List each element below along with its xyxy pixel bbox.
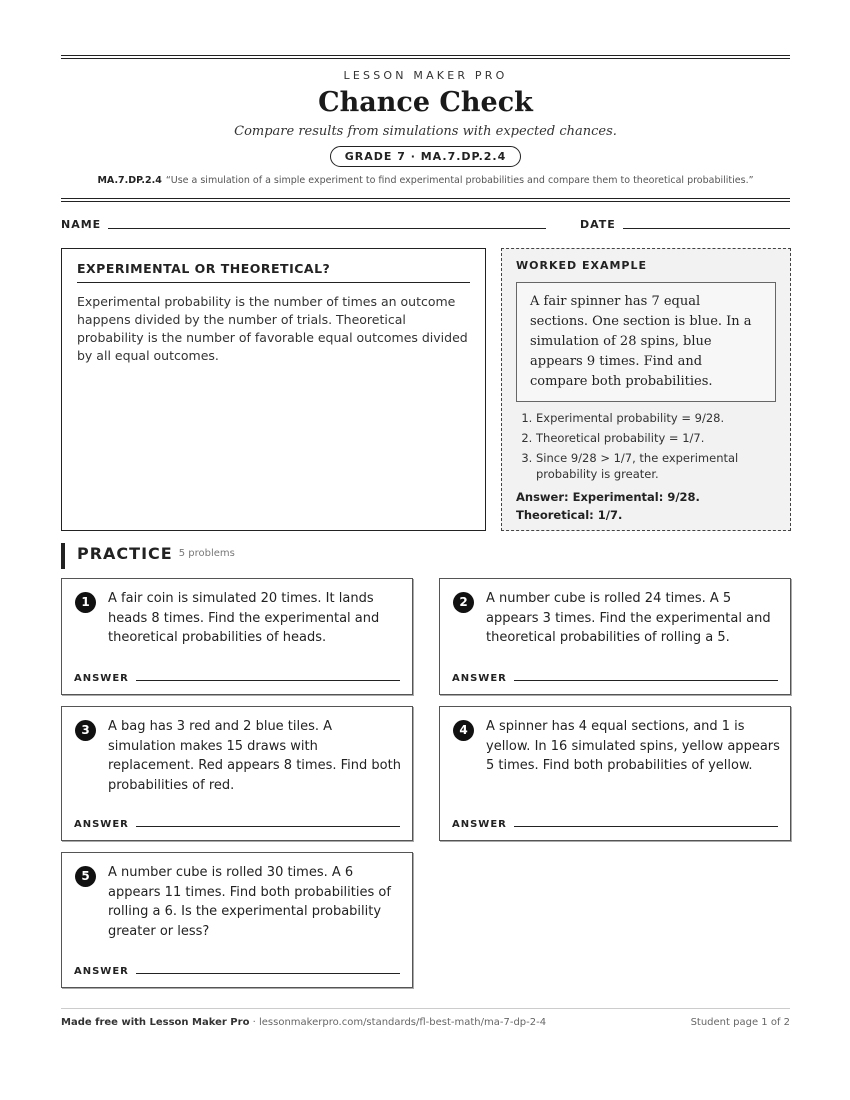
worked-step: 2. Theoretical probability = 1/7.	[536, 430, 776, 446]
worked-example-label: WORKED EXAMPLE	[516, 259, 647, 272]
problem-number: 1	[75, 592, 96, 613]
top-rule	[61, 55, 790, 59]
name-date-row	[61, 218, 790, 238]
problem-number: 3	[75, 720, 96, 741]
worksheet-header	[61, 55, 790, 231]
grade-badge: GRADE 7 · MA.7.DP.2.4	[330, 146, 522, 167]
page-subtitle: Compare results from simulations with expected chances.	[234, 124, 617, 139]
problem-card-3	[61, 706, 413, 841]
name-label: NAME	[61, 218, 102, 231]
standard-text: “Use a simulation of a simple experiment to find experimental probabilities and compare them to theoretical probabilities.”	[165, 175, 754, 186]
worked-step: 3. Since 9/28 > 1/7, the experimental probability is greater.	[536, 450, 776, 482]
problem-text: A fair coin is simulated 20 times. It lands heads 8 times. Find the experimental and theoretical probabilities of heads.	[108, 591, 380, 645]
problem-text: A spinner has 4 equal sections, and 1 is yellow. In 16 simulated spins, yellow appears 5 times. Find both probabilities of yellow.	[486, 719, 780, 773]
date-label: DATE	[580, 218, 616, 231]
problem-text: A number cube is rolled 30 times. A 6 appears 11 times. Find both probabilities of rolling a 6. Is the experimental probability greater or less?	[108, 865, 391, 939]
practice-count: 5 problems	[178, 548, 235, 559]
answer-field[interactable]	[514, 826, 778, 827]
worked-example-answer	[516, 488, 776, 524]
worked-example-problem: A fair spinner has 7 equal sections. One section is blue. In a simulation of 28 spins, blue appears 9 times. Find and compare both probabilities.	[516, 282, 776, 402]
worked-step: 1. Experimental probability = 9/28.	[536, 410, 776, 426]
date-field[interactable]	[623, 228, 790, 229]
worked-example-box	[501, 248, 791, 531]
concept-title: EXPERIMENTAL OR THEORETICAL?	[77, 261, 470, 283]
answer-field[interactable]	[136, 826, 400, 827]
answer-field[interactable]	[514, 680, 778, 681]
page-footer	[61, 1008, 790, 1028]
problem-card-2	[439, 578, 791, 695]
problem-number: 5	[75, 866, 96, 887]
footer-page-number: Student page 1 of 2	[690, 1017, 790, 1028]
practice-title: PRACTICE	[77, 544, 173, 563]
answer-label: ANSWER	[452, 819, 507, 830]
answer-line-2: Theoretical: 1/7.	[516, 508, 623, 522]
problem-card-4	[439, 706, 791, 841]
answer-label: ANSWER	[74, 966, 129, 977]
answer-label: ANSWER	[74, 819, 129, 830]
concept-body: Experimental probability is the number of times an outcome happens divided by the number of trials. Theoretical probability is the number of favorable equal outcomes divided by all equal outcomes.	[77, 294, 468, 363]
answer-field[interactable]	[136, 680, 400, 681]
problem-number: 4	[453, 720, 474, 741]
answer-label: ANSWER	[74, 673, 129, 684]
brand-label: LESSON MAKER PRO	[343, 69, 508, 82]
problem-card-1	[61, 578, 413, 695]
name-field[interactable]	[108, 228, 546, 229]
worked-example-steps	[516, 410, 776, 482]
problem-text: A number cube is rolled 24 times. A 5 appears 3 times. Find the experimental and theoretical probabilities of rolling a 5.	[486, 591, 771, 645]
answer-field[interactable]	[136, 973, 400, 974]
answer-line-1: Answer: Experimental: 9/28.	[516, 490, 700, 504]
footer-url[interactable]: · lessonmakerpro.com/standards/fl-best-math/ma-7-dp-2-4	[249, 1017, 547, 1028]
answer-label: ANSWER	[452, 673, 507, 684]
footer-made-with: Made free with Lesson Maker Pro	[61, 1017, 250, 1028]
standard-code: MA.7.DP.2.4	[97, 175, 162, 186]
problem-text: A bag has 3 red and 2 blue tiles. A simulation makes 15 draws with replacement. Red appears 8 times. Find both probabilities of red.	[108, 719, 401, 793]
standard-statement	[61, 175, 790, 186]
page-title: Chance Check	[318, 87, 533, 118]
practice-heading	[61, 543, 235, 569]
concept-box	[61, 248, 486, 531]
bottom-rule	[61, 198, 790, 202]
problem-number: 2	[453, 592, 474, 613]
problem-card-5	[61, 852, 413, 988]
